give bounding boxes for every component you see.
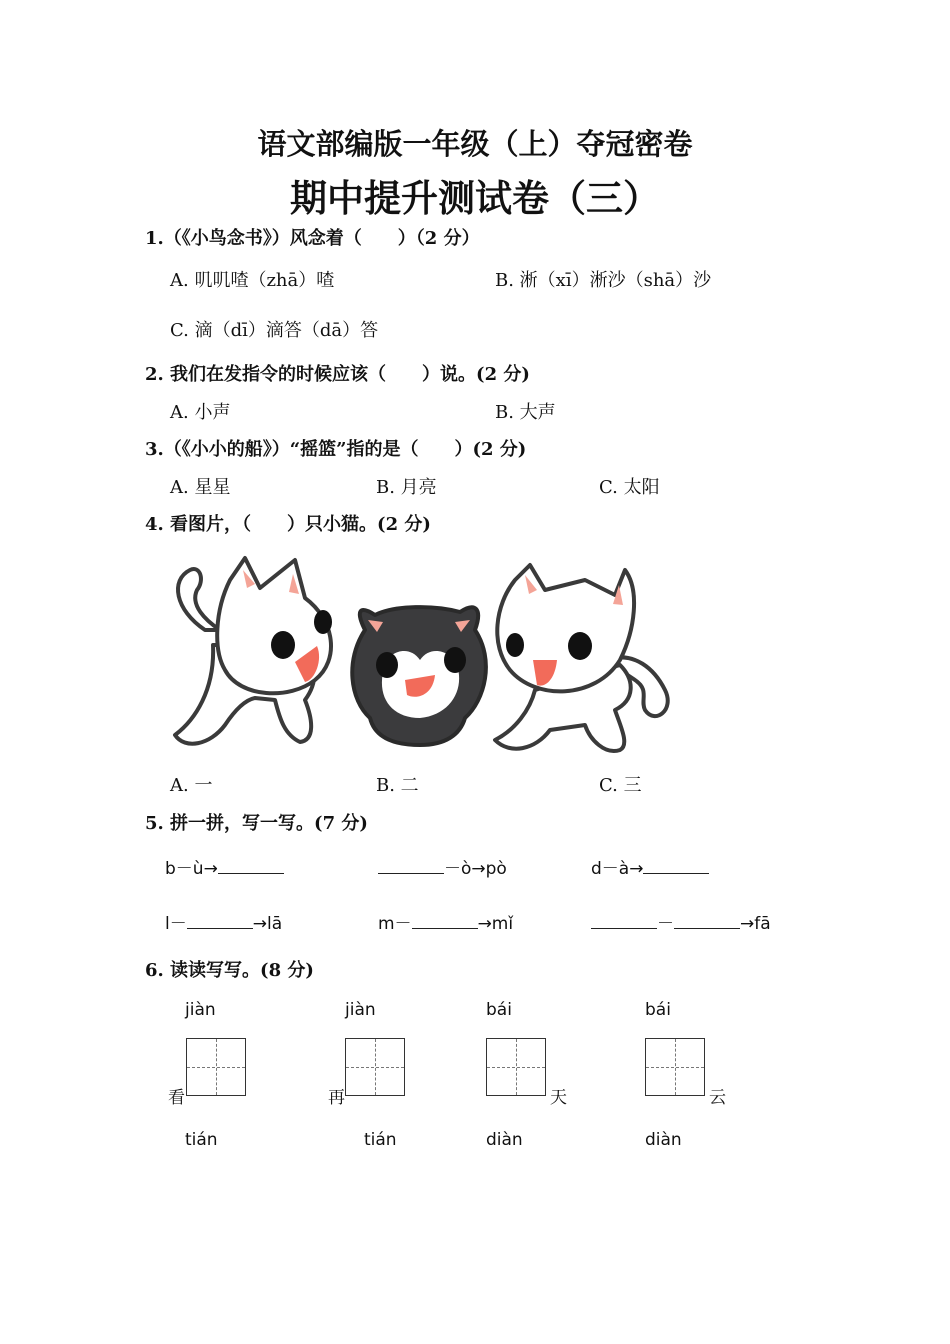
q5-item-6 — [591, 909, 771, 934]
q6-char-3: 天 — [550, 1088, 567, 1108]
white-cat-right-icon — [495, 565, 668, 751]
q5-item-4-result: →lā — [252, 914, 283, 934]
q5-item-3 — [591, 854, 709, 879]
black-white-cat-icon — [352, 607, 486, 745]
question-5: 5. 拼一拼，写一写。(7 分) — [145, 813, 368, 834]
q4-option-a: A. 一 — [170, 775, 213, 796]
question-1: 1.（《小鸟念书》）风念着（ ）（2 分） — [145, 228, 480, 249]
q6-char-1: 看 — [168, 1088, 185, 1108]
q2-option-b: B. 大声 — [495, 402, 556, 423]
q4-option-c: C. 三 — [599, 775, 642, 796]
q6-writing-grid-2[interactable] — [345, 1038, 405, 1096]
q5-blank-6[interactable] — [591, 910, 657, 929]
three-cats-illustration — [165, 550, 685, 760]
q5-item-2-text: －ò→pò — [444, 859, 507, 879]
q5-item-1-text: b－ù→ — [165, 859, 218, 879]
exam-subtitle: 期中提升测试卷（三） — [290, 176, 660, 220]
exam-title: 语文部编版一年级（上）夺冠密卷 — [257, 127, 693, 161]
q5-blank-7[interactable] — [674, 910, 740, 929]
q5-blank-4[interactable] — [187, 910, 253, 929]
q5-item-1 — [165, 854, 284, 879]
q5-item-2 — [378, 854, 507, 879]
q1-option-c: C. 滴（dī）滴答（dā）答 — [170, 320, 379, 341]
q5-blank-2[interactable] — [378, 855, 444, 874]
q5-item-4-text: l－ — [165, 914, 187, 934]
q4-option-b: B. 二 — [376, 775, 419, 796]
q6-pinyin-top-4: bái — [645, 1000, 671, 1020]
q2-option-a: A. 小声 — [170, 402, 231, 423]
q6-pinyin-top-1: jiàn — [185, 1000, 216, 1020]
q6-writing-grid-3[interactable] — [486, 1038, 546, 1096]
q5-item-5-text: m－ — [378, 914, 412, 934]
q3-option-b: B. 月亮 — [376, 477, 437, 498]
q5-blank-3[interactable] — [643, 855, 709, 874]
q5-item-5 — [378, 909, 513, 934]
q6-pinyin-bottom-1: tián — [185, 1130, 218, 1150]
white-cat-left-icon — [175, 558, 332, 744]
question-3: 3.（《小小的船》）“摇篮”指的是（ ）(2 分) — [145, 439, 527, 460]
q3-option-c: C. 太阳 — [599, 477, 660, 498]
q6-pinyin-top-2: jiàn — [345, 1000, 376, 1020]
q1-option-a: A. 叽叽喳（zhā）喳 — [170, 270, 335, 291]
q6-pinyin-bottom-4: diàn — [645, 1130, 682, 1150]
question-4: 4. 看图片，（ ）只小猫。(2 分) — [145, 514, 431, 535]
q5-blank-5[interactable] — [412, 910, 478, 929]
q5-item-4 — [165, 909, 282, 934]
q1-option-b: B. 淅（xī）淅沙（shā）沙 — [495, 270, 712, 291]
question-6: 6. 读读写写。(8 分) — [145, 960, 314, 981]
q6-pinyin-bottom-2: tián — [364, 1130, 397, 1150]
q5-item-5-result: →mǐ — [477, 914, 514, 934]
q6-writing-grid-1[interactable] — [186, 1038, 246, 1096]
q6-char-2: 再 — [328, 1088, 345, 1108]
q6-writing-grid-4[interactable] — [645, 1038, 705, 1096]
q6-char-4: 云 — [709, 1088, 726, 1108]
question-2: 2. 我们在发指令的时候应该（ ）说。(2 分) — [145, 364, 530, 385]
q5-item-3-text: d－à→ — [591, 859, 644, 879]
q6-pinyin-top-3: bái — [486, 1000, 512, 1020]
q5-blank-1[interactable] — [218, 855, 284, 874]
q3-option-a: A. 星星 — [170, 477, 231, 498]
q6-pinyin-bottom-3: diàn — [486, 1130, 523, 1150]
q5-item-6-result: →fā — [740, 914, 771, 934]
q5-item-6-text: － — [657, 914, 674, 934]
